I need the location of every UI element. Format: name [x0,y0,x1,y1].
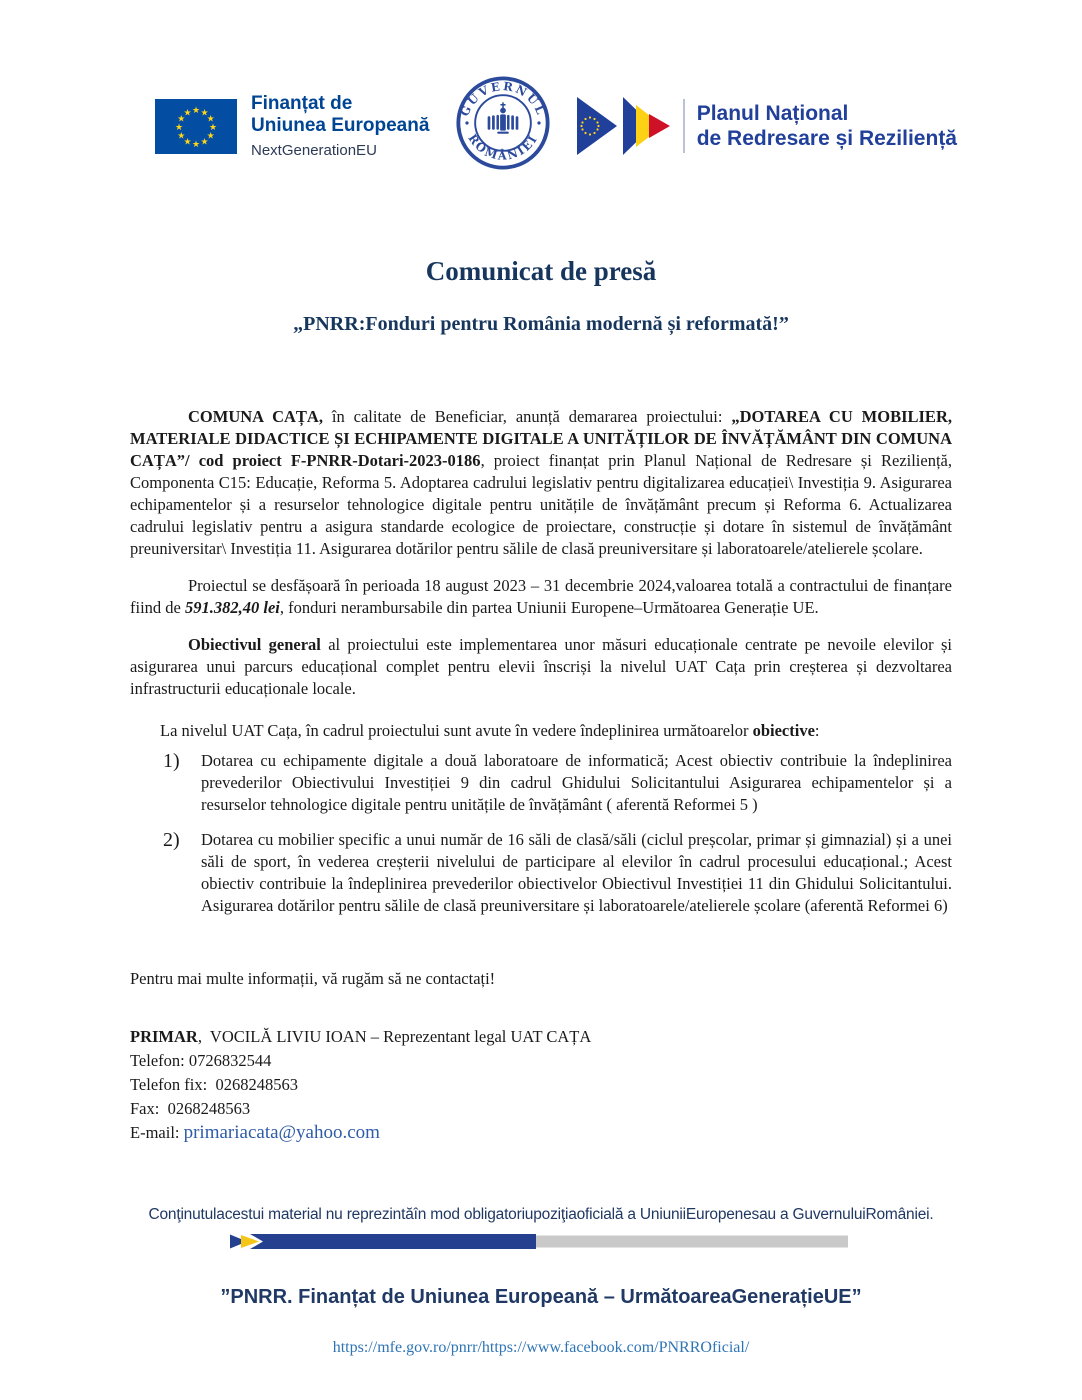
email-line [130,1121,952,1145]
list-item-text: Dotarea cu echipamente digitale a două laboratoare de informatică; Acest obiectiv contribuie la îndeplinirea prevederilor Obiectivului Investiției 9 din cadrul Ghidului Solicitantului Asigurarea echipamentelor și a resurselor tehnologice digitale pentru unitățile de învățământ ( aferentă Reformei 5 ) [201,751,952,814]
project-title-and-code: „DOTAREA CU MOBILIER, MATERIALE DIDACTICE ȘI ECHIPAMENTE DIGITALE A UNITĂȚILOR DE ÎNVĂȚĂMÂNT DIN COMUNA CAȚA”/ cod proiect F-PNRR-Dotari-2023-0186 [130,407,952,470]
eu-funded-line2: Uniunea Europeană [251,115,430,136]
fax-line: Fax: 0268248563 [130,1099,251,1118]
pnrr-logo-line1: Planul Național [696,102,849,125]
general-objective-label: Obiectivul general [188,635,321,654]
seal-eagle-emblem [488,102,519,133]
seal-arc-bottom: ROMÂNIEI [465,131,541,163]
svg-text:★: ★ [177,114,186,124]
svg-text:★: ★ [177,131,186,141]
disclaimer-text: Conţinutulacestui material nu reprezintăîn mod obligatoriupoziţiaoficială a UniuniiEuropenesau a GuvernuluiRomâniei. [148,1206,934,1223]
svg-text:★: ★ [191,139,201,150]
seal-arc-top: GUVERNUL [457,79,549,119]
paragraph-project-announcement: COMUNA CAȚA, în calitate de Beneficiar, anunță demararea proiectului: „DOTAREA CU MOBILIER, MATERIALE DIDACTICE ȘI ECHIPAMENTE DIGITALE A UNITĂȚILOR DE ÎNVĂȚĂMÂNT DIN COMUNA CAȚA”/ cod proiect F-PNRR-Dotari-2023-0186, proiect finanțat prin Planul Național de Redresare și Reziliență, Componenta C15: Educație, Reforma 5. Adoptarea cadrului legislativ pentru digitalizarea educației\ Investiția 9. Asigurarea echipamentelor și a resurselor tehnologice digitale pentru unitățile de învățământ precum și Reforma 6. Actualizarea cadrului legislativ pentru a asigura standarde ecologice de proiectare, construcție și dotare în sistemul de învățământ preuniversitar\ Investiția 11. Asigurarea dotărilor pentru sălile de clasă preuniversitare și laboratoarele/atelierele școlare. [130,407,953,558]
footer-quote: ”PNRR. Finanțat de Uniunea Europeană – UrmătoareaGenerațieUE” [220,1286,862,1308]
list-item-text: Dotarea cu mobilier specific a unui număr de 16 săli de clasă/săli (ciclul preșcolar, primar și gimnazial) și a unei săli de sport, în vederea creșterii nivelului de participare al elevilor în cadrul procesului educațional.; Acest obiectiv contribuie la îndeplinirea prevederilor obiectivelor Obiectivul Investiției 11 din Ghidului Solicitantului. Asigurarea dotărilor pentru sălile de clasă preuniversitare și laboratoarele/atelierele școlare (aferentă Reformei 6) [201,830,952,915]
logo-header [0,0,1082,176]
mayor-line: PRIMAR, VOCILĂ LIVIU IOAN – Reprezentant legal UAT CAȚA [130,1027,592,1046]
footer [0,1206,1082,1357]
paragraph-project-period-value: Proiectul se desfășoară în perioada 18 august 2023 – 31 decembrie 2024,valoarea totală a contractului de finanțare fiind de 591.382,40 lei, fonduri nerambursabile din partea Uniunii Europene–Următoarea Generație UE. [130,576,952,617]
phone-line: Telefon: 0726832544 [130,1051,272,1070]
footer-links[interactable]: https://mfe.gov.ro/pnrr/https://www.facebook.com/PNRROficial/ [332,1339,750,1356]
objectives-list [130,750,952,917]
page-title: Comunicat de presă [425,256,657,286]
contact-block [130,967,952,1145]
svg-text:★: ★ [174,122,184,133]
pnrr-logo-line2: de Redresare și Reziliență [696,127,957,150]
eu-nextgeneration-label: NextGenerationEU [251,142,377,159]
list-item [130,750,952,816]
pnrr-logo-divider [683,99,685,153]
landline-line: Telefon fix: 0268248563 [130,1075,298,1094]
eu-funded-line1: Finanțat de [251,93,353,114]
svg-text:★: ★ [183,107,192,118]
page-subtitle: „PNRR:Fonduri pentru România modernă și reformată!” [293,313,789,335]
pnrr-arrows-icon [577,96,675,156]
pnrr-logo-text [697,101,957,151]
mayor-title: PRIMAR [130,1027,198,1046]
eu-funded-logo [155,93,429,159]
eu-flag-icon [155,99,237,154]
contract-value: 591.382,40 lei [185,598,280,617]
beneficiary-name: COMUNA CAȚA, [188,407,323,426]
svg-text:★: ★ [200,107,209,118]
document-body [0,406,1082,1145]
footer-progress-bar [0,1234,1082,1254]
svg-text:★: ★ [206,131,215,141]
svg-text:★: ★ [200,137,209,148]
contact-intro: Pentru mai multe informații, vă rugăm să ne contactați! [130,969,496,988]
svg-text:★: ★ [183,137,192,148]
svg-text:★: ★ [206,114,215,124]
email-link[interactable]: primariacata@yahoo.com [183,1122,380,1143]
paragraph-objectives-intro: La nivelul UAT Cața, în cadrul proiectului sunt avute în vedere îndeplinirea următoarelor obiective: [160,721,820,740]
email-label: E-mail: [130,1123,184,1142]
svg-text:★: ★ [208,122,218,133]
svg-text:★: ★ [191,105,201,116]
objectives-label: obiective [752,721,815,740]
eu-logo-text [251,93,429,159]
list-item-number: 1) [163,750,180,772]
list-item [130,829,952,917]
romanian-government-seal-icon [455,75,551,171]
pnrr-logo [577,96,957,156]
arrow-bar-icon [230,1234,852,1249]
list-item-number: 2) [163,829,180,851]
paragraph-general-objective: Obiectivul general al proiectului este implementarea unor măsuri educaționale centrate pe nevoile elevilor și asigurarea unui parcurs educațional complet pentru elevii înscriși la nivelul UAT Cața prin creșterea și dezvoltarea infrastructurii educaționale locale. [130,635,952,698]
